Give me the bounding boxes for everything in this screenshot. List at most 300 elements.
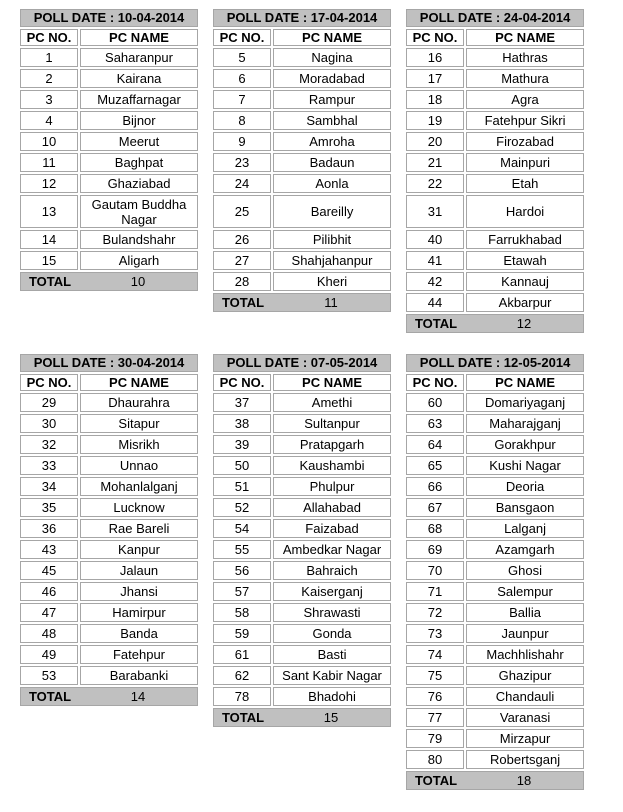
pc-no-cell: 7 [213,90,271,109]
pc-no-cell: 3 [20,90,78,109]
pc-name-cell: Lalganj [466,519,584,538]
pc-name-cell: Fatehpur [80,645,198,664]
pc-no-cell: 14 [20,230,78,249]
pc-no-cell: 5 [213,48,271,67]
pc-no-cell: 30 [20,414,78,433]
table-row [406,645,584,664]
table-row [406,293,584,312]
pc-name-cell: Sambhal [273,111,391,130]
pc-name-cell: Sant Kabir Nagar [273,666,391,685]
pc-name-cell: Barabanki [80,666,198,685]
total-flex [214,709,390,726]
poll-date-title: POLL DATE : 30-04-2014 [20,354,198,372]
pc-name-cell: Kaushambi [273,456,391,475]
poll-date-title: POLL DATE : 10-04-2014 [20,9,198,27]
pc-name-cell: Etawah [466,251,584,270]
table-row [406,230,584,249]
pc-no-cell: 35 [20,498,78,517]
pc-name-cell: Pratapgarh [273,435,391,454]
total-cell [406,771,584,790]
table-row [20,498,198,517]
table-row [20,519,198,538]
pc-name-cell: Jhansi [80,582,198,601]
pc-name-cell: Basti [273,645,391,664]
column-header-row [406,374,584,391]
pc-name-cell: Amroha [273,132,391,151]
table-row [406,729,584,748]
table-row [406,540,584,559]
pc-no-cell: 74 [406,645,464,664]
pc-name-cell: Lucknow [80,498,198,517]
pc-name-cell: Mohanlalganj [80,477,198,496]
pc-name-cell: Farrukhabad [466,230,584,249]
col-header-pc-name: PC NAME [80,29,198,46]
pc-name-cell: Nagina [273,48,391,67]
pc-name-cell: Ghosi [466,561,584,580]
total-value: 15 [323,710,339,725]
total-value: 11 [324,295,338,310]
pc-name-cell: Kairana [80,69,198,88]
pc-name-cell: Bulandshahr [80,230,198,249]
pc-name-cell: Allahabad [273,498,391,517]
table-row [20,174,198,193]
column-header-row [406,29,584,46]
table-row [20,645,198,664]
pc-name-cell: Bansgaon [466,498,584,517]
table-body [20,48,198,270]
pc-name-cell: Aligarh [80,251,198,270]
table-row [20,111,198,130]
pc-no-cell: 47 [20,603,78,622]
table-body [20,393,198,685]
pc-no-cell: 50 [213,456,271,475]
table-row [213,111,391,130]
table-row [20,540,198,559]
pc-no-cell: 29 [20,393,78,412]
pc-no-cell: 46 [20,582,78,601]
pc-name-cell: Ballia [466,603,584,622]
table-row [406,90,584,109]
table-row [213,540,391,559]
table-body [406,393,584,769]
pc-no-cell: 1 [20,48,78,67]
pc-no-cell: 33 [20,456,78,475]
table-row [20,153,198,172]
pc-no-cell: 63 [406,414,464,433]
table-row [20,393,198,412]
pc-no-cell: 70 [406,561,464,580]
total-label: TOTAL [414,316,458,331]
pc-name-cell: Chandauli [466,687,584,706]
poll-date-table [18,7,200,293]
pc-no-cell: 75 [406,666,464,685]
table-row [20,230,198,249]
pc-name-cell: Deoria [466,477,584,496]
pc-name-cell: Mainpuri [466,153,584,172]
table-row [213,174,391,193]
pc-no-cell: 20 [406,132,464,151]
table-row [406,272,584,291]
total-label: TOTAL [414,773,458,788]
total-value: 18 [516,773,532,788]
table-row [406,393,584,412]
table-row [20,561,198,580]
table-row [20,603,198,622]
pc-name-cell: Baghpat [80,153,198,172]
pc-name-cell: Azamgarh [466,540,584,559]
total-flex [407,315,583,332]
total-flex [21,688,197,705]
pc-name-cell: Firozabad [466,132,584,151]
pc-no-cell: 37 [213,393,271,412]
total-value: 14 [130,689,146,704]
pc-no-cell: 42 [406,272,464,291]
pc-name-cell: Pilibhit [273,230,391,249]
table-row [20,251,198,270]
pc-no-cell: 72 [406,603,464,622]
pc-no-cell: 73 [406,624,464,643]
pc-no-cell: 36 [20,519,78,538]
pc-no-cell: 28 [213,272,271,291]
pc-no-cell: 25 [213,195,271,228]
pc-no-cell: 2 [20,69,78,88]
table-row [20,477,198,496]
col-header-pc-name: PC NAME [273,374,391,391]
pc-no-cell: 77 [406,708,464,727]
pc-no-cell: 61 [213,645,271,664]
pc-name-cell: Domariyaganj [466,393,584,412]
col-header-pc-name: PC NAME [466,374,584,391]
pc-name-cell: Aonla [273,174,391,193]
column-header-row [213,374,391,391]
pc-name-cell: Akbarpur [466,293,584,312]
table-row [20,666,198,685]
pc-no-cell: 49 [20,645,78,664]
pc-no-cell: 23 [213,153,271,172]
total-value: 12 [516,316,532,331]
table-row [213,195,391,228]
pc-name-cell: Kaiserganj [273,582,391,601]
pc-name-cell: Amethi [273,393,391,412]
pc-no-cell: 22 [406,174,464,193]
pc-no-cell: 48 [20,624,78,643]
table-row [406,435,584,454]
pc-no-cell: 67 [406,498,464,517]
col-header-pc-no: PC NO. [406,374,464,391]
pc-no-cell: 19 [406,111,464,130]
pc-no-cell: 6 [213,69,271,88]
total-row [213,293,391,312]
table-row [406,624,584,643]
pc-no-cell: 45 [20,561,78,580]
poll-tables-row-bottom [18,352,623,792]
table-row [406,708,584,727]
pc-name-cell: Unnao [80,456,198,475]
table-row [213,456,391,475]
table-row [213,90,391,109]
pc-no-cell: 71 [406,582,464,601]
pc-name-cell: Sitapur [80,414,198,433]
pc-name-cell: Sultanpur [273,414,391,433]
table-row [20,414,198,433]
pc-no-cell: 53 [20,666,78,685]
pc-no-cell: 51 [213,477,271,496]
pc-no-cell: 10 [20,132,78,151]
pc-name-cell: Faizabad [273,519,391,538]
total-cell [213,293,391,312]
poll-date-title-row [20,354,198,372]
column-header-row [20,29,198,46]
pc-name-cell: Phulpur [273,477,391,496]
pc-no-cell: 17 [406,69,464,88]
pc-no-cell: 79 [406,729,464,748]
table-row [20,90,198,109]
pc-no-cell: 55 [213,540,271,559]
pc-name-cell: Ghaziabad [80,174,198,193]
table-row [213,561,391,580]
pc-name-cell: Varanasi [466,708,584,727]
col-header-pc-name: PC NAME [466,29,584,46]
pc-no-cell: 13 [20,195,78,228]
col-header-pc-name: PC NAME [273,29,391,46]
pc-no-cell: 59 [213,624,271,643]
table-row [213,132,391,151]
pc-name-cell: Robertsganj [466,750,584,769]
pc-no-cell: 80 [406,750,464,769]
col-header-pc-no: PC NO. [213,29,271,46]
table-row [213,251,391,270]
pc-no-cell: 65 [406,456,464,475]
table-row [406,111,584,130]
col-header-pc-no: PC NO. [213,374,271,391]
table-row [213,414,391,433]
pc-name-cell: Kannauj [466,272,584,291]
total-value: 10 [130,274,146,289]
pc-no-cell: 64 [406,435,464,454]
pc-no-cell: 43 [20,540,78,559]
pc-no-cell: 15 [20,251,78,270]
pc-no-cell: 57 [213,582,271,601]
poll-date-title: POLL DATE : 12-05-2014 [406,354,584,372]
total-flex [21,273,197,290]
pc-no-cell: 4 [20,111,78,130]
total-label: TOTAL [28,689,72,704]
table-row [213,153,391,172]
column-header-row [20,374,198,391]
pc-no-cell: 56 [213,561,271,580]
table-row [406,603,584,622]
total-label: TOTAL [221,295,265,310]
pc-no-cell: 32 [20,435,78,454]
pc-name-cell: Shrawasti [273,603,391,622]
pc-name-cell: Gonda [273,624,391,643]
pc-name-cell: Mathura [466,69,584,88]
table-row [406,414,584,433]
col-header-pc-no: PC NO. [20,374,78,391]
table-row [406,666,584,685]
table-body [213,48,391,291]
total-label: TOTAL [28,274,72,289]
poll-date-table [404,7,586,335]
pc-name-cell: Mirzapur [466,729,584,748]
table-row [213,393,391,412]
pc-no-cell: 76 [406,687,464,706]
pc-no-cell: 27 [213,251,271,270]
total-row [213,708,391,727]
pc-no-cell: 66 [406,477,464,496]
pc-no-cell: 68 [406,519,464,538]
table-row [406,69,584,88]
pc-no-cell: 52 [213,498,271,517]
table-row [213,477,391,496]
poll-date-title-row [406,354,584,372]
total-row [406,314,584,333]
pc-name-cell: Ambedkar Nagar [273,540,391,559]
table-row [406,519,584,538]
pc-name-cell: Etah [466,174,584,193]
pc-name-cell: Jaunpur [466,624,584,643]
pc-no-cell: 40 [406,230,464,249]
table-row [213,435,391,454]
table-row [213,603,391,622]
pc-no-cell: 41 [406,251,464,270]
table-row [213,687,391,706]
table-row [213,624,391,643]
pc-name-cell: Agra [466,90,584,109]
table-row [406,48,584,67]
table-row [213,666,391,685]
pc-name-cell: Hardoi [466,195,584,228]
poll-date-table [211,352,393,729]
poll-date-table [404,352,586,792]
pc-name-cell: Hamirpur [80,603,198,622]
total-row [406,771,584,790]
table-row [406,561,584,580]
pc-name-cell: Jalaun [80,561,198,580]
table-row [213,519,391,538]
total-cell [20,687,198,706]
pc-no-cell: 18 [406,90,464,109]
pc-name-cell: Shahjahanpur [273,251,391,270]
pc-no-cell: 54 [213,519,271,538]
poll-date-title-row [213,9,391,27]
table-row [213,48,391,67]
pc-name-cell: Machhlishahr [466,645,584,664]
poll-date-title: POLL DATE : 07-05-2014 [213,354,391,372]
pc-no-cell: 38 [213,414,271,433]
pc-no-cell: 78 [213,687,271,706]
table-row [20,456,198,475]
table-row [20,195,198,228]
pc-name-cell: Gorakhpur [466,435,584,454]
col-header-pc-no: PC NO. [406,29,464,46]
table-row [20,69,198,88]
table-row [213,230,391,249]
total-flex [214,294,390,311]
pc-name-cell: Badaun [273,153,391,172]
table-row [20,435,198,454]
pc-no-cell: 34 [20,477,78,496]
pc-name-cell: Kushi Nagar [466,456,584,475]
table-row [406,251,584,270]
pc-no-cell: 11 [20,153,78,172]
pc-no-cell: 60 [406,393,464,412]
table-row [406,687,584,706]
pc-no-cell: 39 [213,435,271,454]
pc-no-cell: 16 [406,48,464,67]
pc-name-cell: Hathras [466,48,584,67]
pc-name-cell: Rampur [273,90,391,109]
table-row [406,174,584,193]
pc-name-cell: Maharajganj [466,414,584,433]
table-row [20,132,198,151]
total-flex [407,772,583,789]
table-row [406,582,584,601]
pc-name-cell: Saharanpur [80,48,198,67]
pc-name-cell: Dhaurahra [80,393,198,412]
pc-name-cell: Misrikh [80,435,198,454]
pc-name-cell: Moradabad [273,69,391,88]
total-cell [20,272,198,291]
col-header-pc-name: PC NAME [80,374,198,391]
total-row [20,687,198,706]
pc-no-cell: 69 [406,540,464,559]
column-header-row [213,29,391,46]
table-row [213,272,391,291]
pc-no-cell: 24 [213,174,271,193]
pc-no-cell: 26 [213,230,271,249]
col-header-pc-no: PC NO. [20,29,78,46]
poll-date-title-row [213,354,391,372]
pc-no-cell: 9 [213,132,271,151]
pc-no-cell: 62 [213,666,271,685]
table-row [213,69,391,88]
pc-name-cell: Rae Bareli [80,519,198,538]
poll-date-title-row [406,9,584,27]
table-row [406,477,584,496]
pc-name-cell: Kanpur [80,540,198,559]
table-body [213,393,391,706]
poll-date-table [18,352,200,708]
pc-name-cell: Bahraich [273,561,391,580]
pc-no-cell: 31 [406,195,464,228]
pc-no-cell: 8 [213,111,271,130]
pc-name-cell: Ghazipur [466,666,584,685]
table-row [20,582,198,601]
table-row [406,456,584,475]
table-row [406,750,584,769]
table-body [406,48,584,312]
table-row [406,195,584,228]
pc-name-cell: Bhadohi [273,687,391,706]
total-label: TOTAL [221,710,265,725]
pc-name-cell: Banda [80,624,198,643]
table-row [20,48,198,67]
poll-date-title: POLL DATE : 17-04-2014 [213,9,391,27]
poll-date-title: POLL DATE : 24-04-2014 [406,9,584,27]
total-row [20,272,198,291]
pc-name-cell: Salempur [466,582,584,601]
pc-name-cell: Bijnor [80,111,198,130]
pc-name-cell: Bareilly [273,195,391,228]
table-row [213,498,391,517]
table-row [406,132,584,151]
table-row [20,624,198,643]
pc-name-cell: Fatehpur Sikri [466,111,584,130]
poll-tables-row-top [18,7,623,335]
pc-no-cell: 44 [406,293,464,312]
table-row [213,582,391,601]
